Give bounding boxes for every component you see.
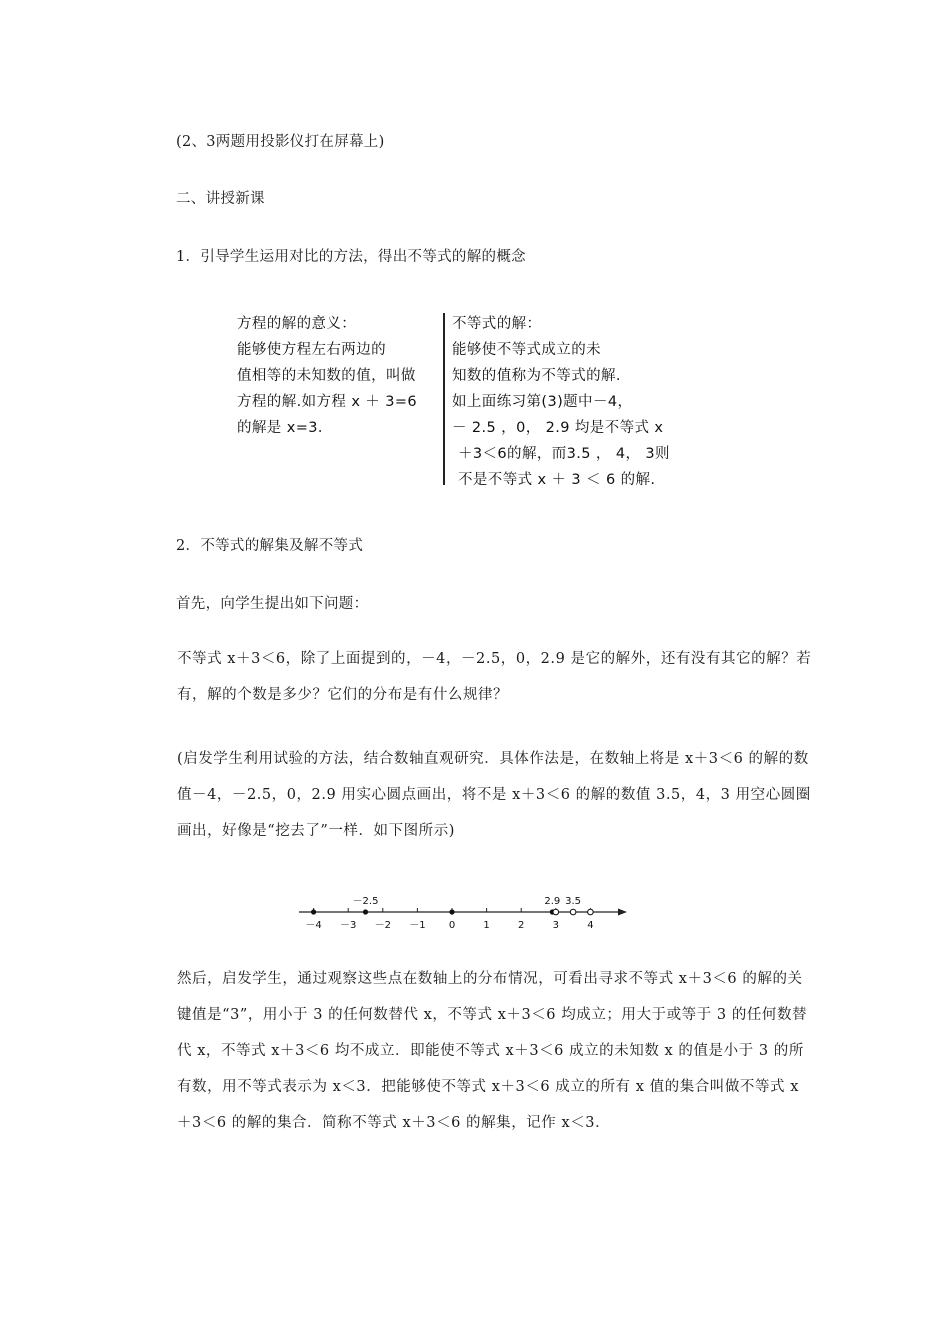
conclusion-text: 然后，启发学生，通过观察这些点在数轴上的分布情况，可看出寻求不等式 x＋3＜6 的解的关键值是“3”，用小于 3 的任何数替代 x，不等式 x＋3＜6 均成立；用大于或等于 3 的任何数替代 x，不等式 x＋3＜6 均不成立．即能使不等式 x＋3＜6 成立的未知数 x 的值是小于 3 的所有数，用不等式表示为 x＜3．把能够使不等式 x＋3＜6 成立的所有 x 值的集合叫做不等式 x＋3＜6 的解的集合．简称不等式 x＋3＜6 的解集，记作 x＜3． [177,971,808,1131]
hollow-point [553,909,559,915]
point-label: 2.9 [544,896,561,907]
hollow-point [588,909,594,915]
item1-title: 1．引导学生运用对比的方法，得出不等式的解的概念 [176,249,526,265]
number-line [0,893,950,953]
first-line: 首先，向学生提出如下问题： [176,596,369,612]
hint-paragraph [145,741,813,849]
right-line: 如上面练习第(3)题中－4， [452,394,633,410]
conclusion-paragraph [145,961,813,1141]
hint-text: (启发学生利用试验的方法，结合数轴直观研究．具体作法是，在数轴上将是 x＋3＜6 的解的数值－4，－2.5，0，2.9 用实心圆点画出，将不是 x＋3＜6 的解的数值 3.5，4，3 用空心圆圈画出，好像是“挖去了”一样．如下图所示) [177,751,811,839]
comparison-divider [443,313,445,485]
tick-label: －4 [305,920,322,931]
header-note: (2、3两题用投影仪打在屏幕上) [176,134,385,150]
hollow-point [570,909,576,915]
right-line: 知数的值称为不等式的解. [452,368,621,384]
comparison-left [237,311,417,441]
right-line: ＋3＜6的解，而3.5 ， 4， 3则 [458,446,670,462]
left-line: 值相等的未知数的值，叫做 [237,368,416,384]
right-line: 能够使不等式成立的未 [452,342,601,358]
point-label: 3.5 [565,896,582,907]
tick-label: 3 [552,920,559,931]
tick-label: －2 [374,920,391,931]
left-line: 能够使方程左右两边的 [237,342,386,358]
tick-label: 0 [448,920,456,931]
right-line: 不是不等式 x ＋ 3 ＜ 6 的解. [458,472,656,488]
solid-point [363,909,368,914]
right-line: 不等式的解： [452,316,542,332]
tick-label: －1 [409,920,426,931]
left-line: 方程的解.如方程 x ＋ 3=6 [237,394,418,410]
section-title: 二、讲授新课 [176,191,265,207]
point-label: －2.5 [352,896,379,907]
axis-arrow-icon [618,909,627,916]
solid-point [311,909,316,914]
question-text: 不等式 x＋3＜6，除了上面提到的，－4，－2.5，0，2.9 是它的解外，还有没有其它的解？若有，解的个数是多少？它们的分布是有什么规律？ [177,651,812,703]
left-line: 方程的解的意义： [237,316,357,332]
right-line: － 2.5 ，0， 2.9 均是不等式 x [452,420,664,436]
question-paragraph [145,641,813,713]
tick-label: 4 [587,920,594,931]
left-line: 的解是 x=3． [237,420,333,436]
tick-label: 2 [518,920,525,931]
tick-label: 1 [483,920,490,931]
comparison-right [452,311,670,493]
item2-title: 2．不等式的解集及解不等式 [176,538,364,554]
solid-point [449,909,454,914]
tick-label: －3 [340,920,357,931]
